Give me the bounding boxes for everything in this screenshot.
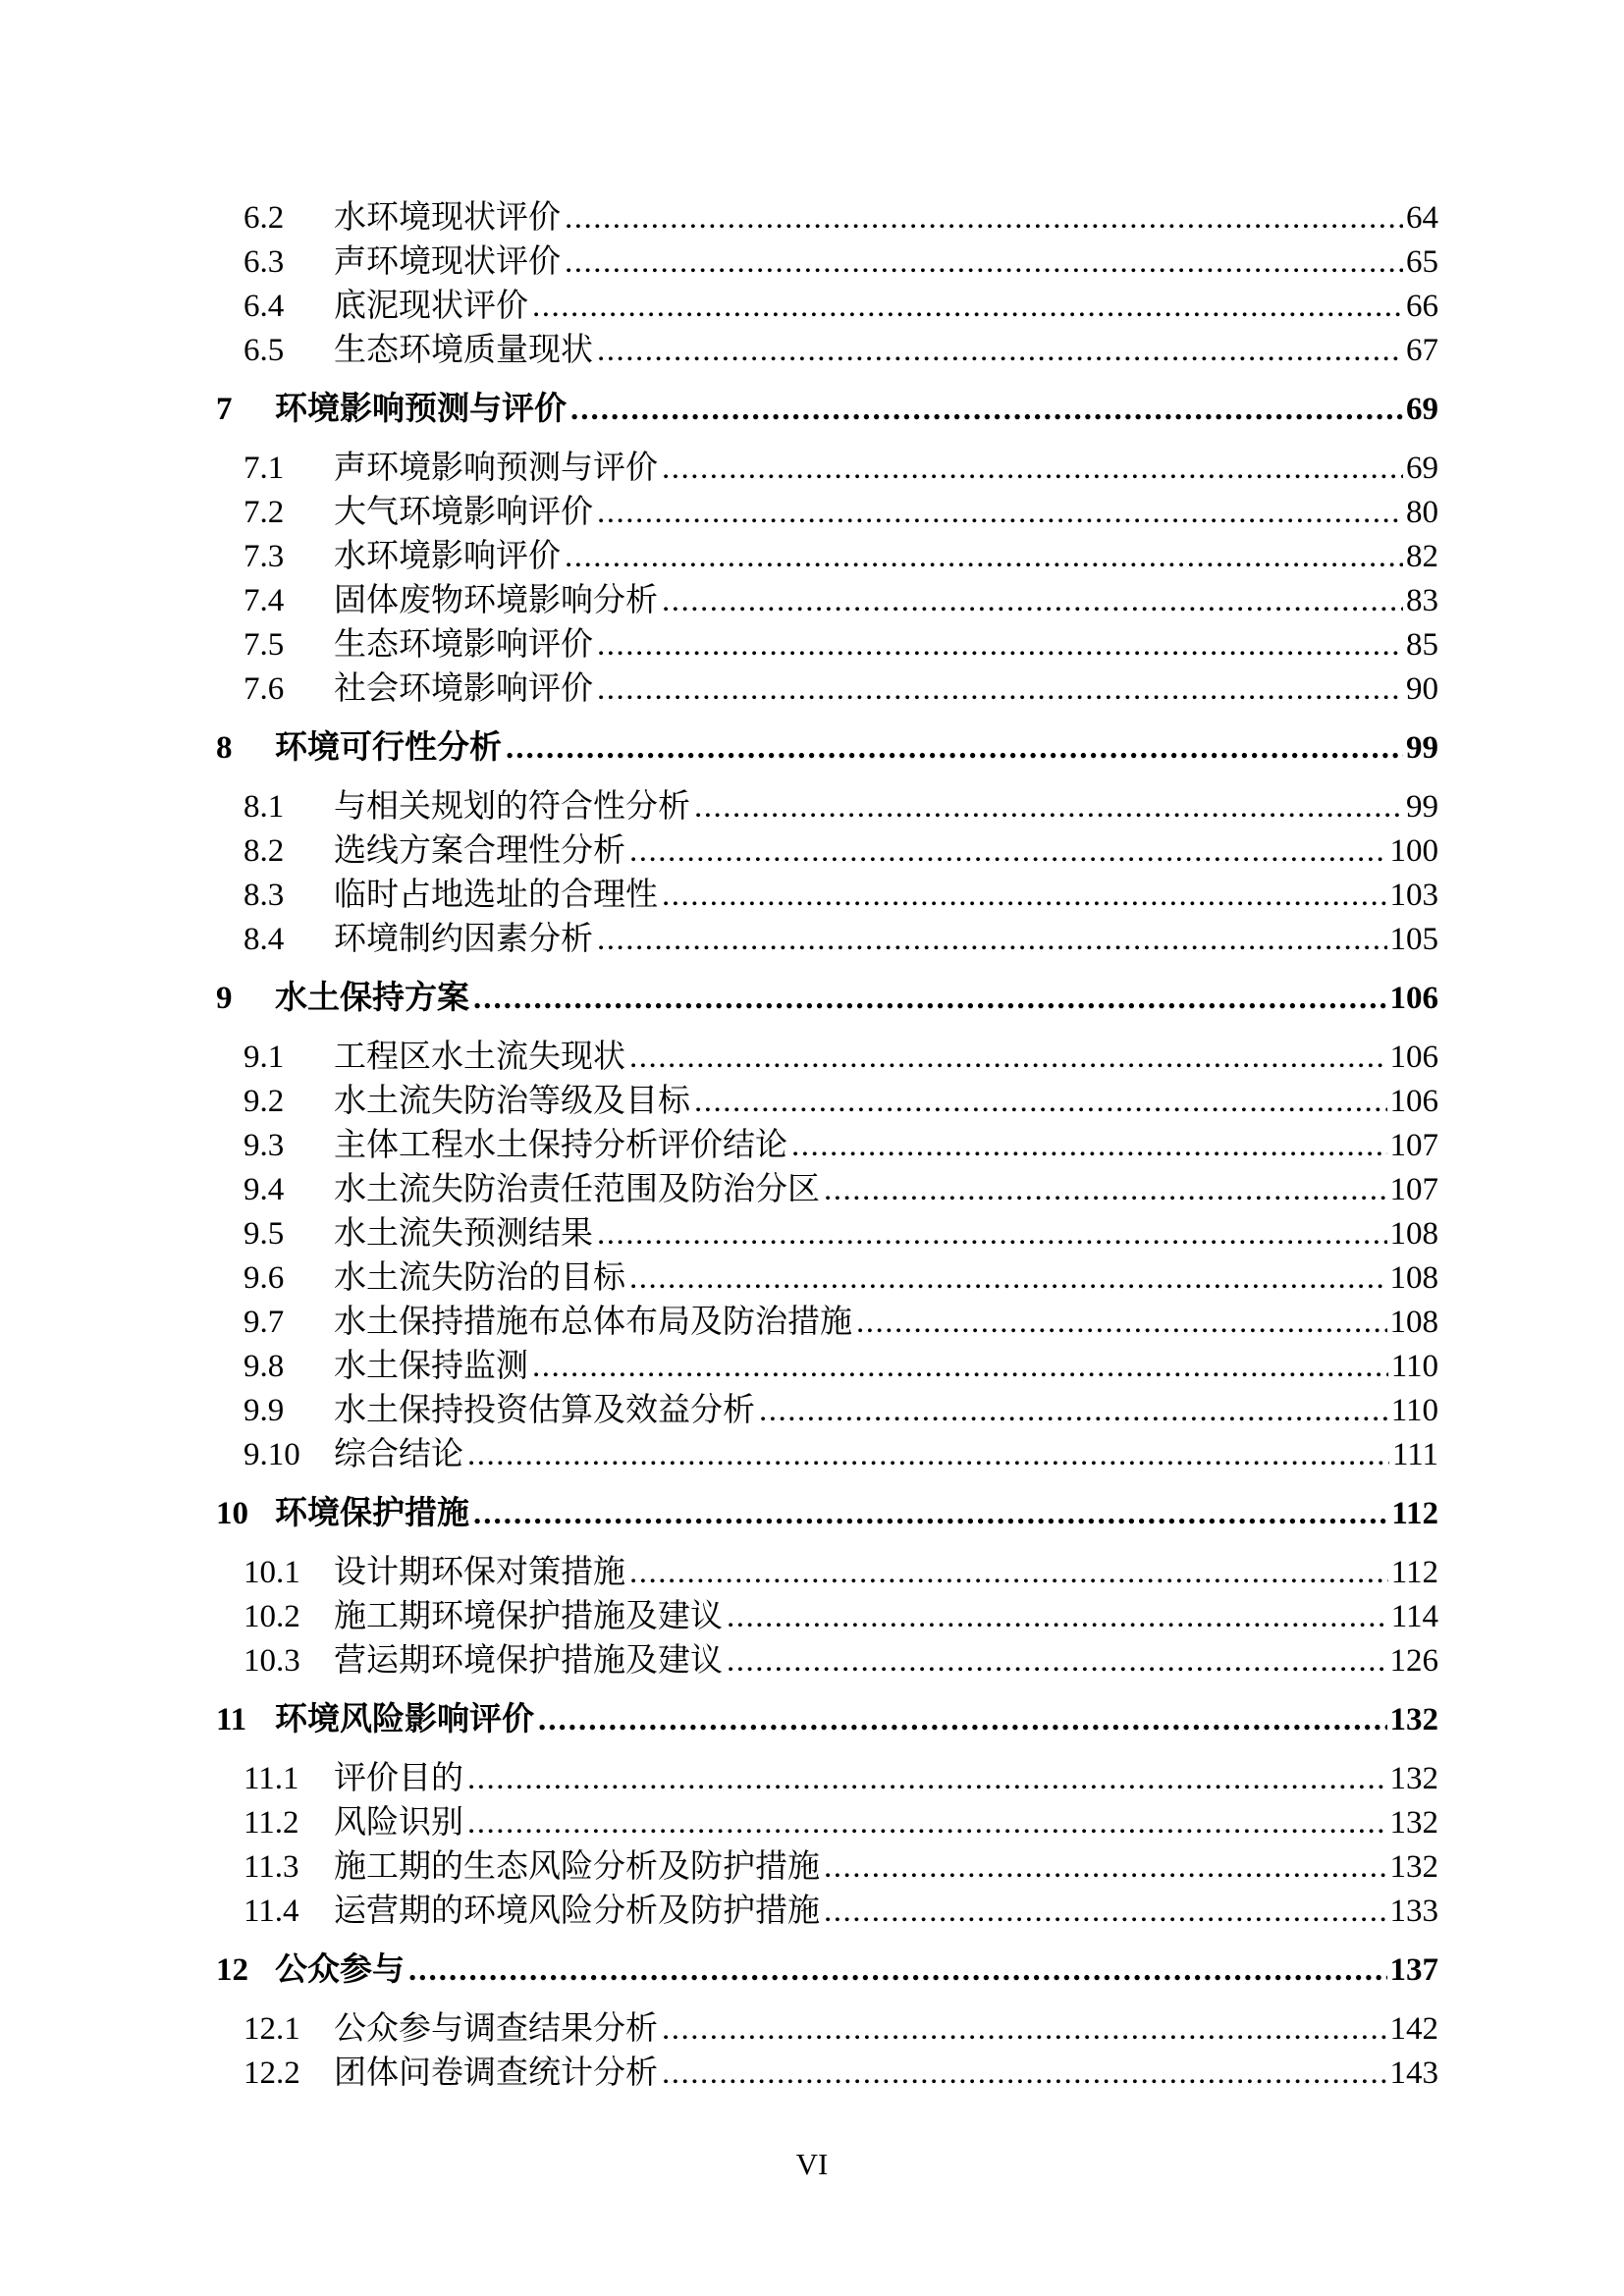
dot-leader — [824, 1890, 1387, 1934]
toc-entry-title: 运营期的环境风险分析及防护措施 — [334, 1894, 820, 1929]
toc-entry-page: 83 — [1406, 583, 1438, 618]
dot-leader — [629, 829, 1387, 874]
dot-leader — [759, 1389, 1388, 1433]
toc-entry-title: 水土流失预测结果 — [334, 1216, 593, 1252]
toc-entry-page: 90 — [1406, 671, 1438, 707]
toc-entry[interactable] — [216, 1124, 1438, 1168]
toc-entry-page: 67 — [1406, 333, 1438, 368]
toc-entry-number: 9.8 — [244, 1349, 285, 1384]
toc-entry-page: 126 — [1389, 1643, 1438, 1679]
dot-leader — [532, 1345, 1388, 1389]
toc-entry-title: 社会环境影响评价 — [334, 671, 593, 707]
toc-entry-page: 108 — [1389, 1305, 1438, 1340]
toc-entry[interactable] — [216, 1433, 1438, 1477]
toc-entry-number: 7 — [216, 392, 233, 427]
toc-entry-title: 声环境现状评价 — [334, 244, 561, 280]
toc-entry-title: 环境风险影响评价 — [275, 1702, 534, 1737]
toc-entry-title: 环境可行性分析 — [275, 730, 502, 766]
dot-leader — [506, 726, 1403, 771]
toc-entry[interactable] — [216, 329, 1438, 373]
toc-entry-number: 11.1 — [244, 1761, 299, 1796]
toc-entry-page: 66 — [1406, 289, 1438, 324]
toc-entry-number: 11.4 — [244, 1894, 299, 1929]
toc-entry-title: 生态环境影响评价 — [334, 627, 593, 663]
toc-entry[interactable] — [216, 1757, 1438, 1801]
page-number: VI — [795, 2147, 829, 2181]
toc-entry-number: 9 — [216, 981, 233, 1016]
toc-entry-number: 11 — [216, 1702, 247, 1737]
dot-leader — [565, 196, 1403, 240]
toc-entry-page: 99 — [1406, 730, 1438, 766]
toc-entry-page: 103 — [1389, 878, 1438, 913]
toc-entry[interactable] — [216, 2007, 1438, 2052]
toc-entry-page: 69 — [1406, 451, 1438, 486]
toc-entry-page: 112 — [1391, 1496, 1438, 1531]
dot-leader — [408, 1949, 1387, 1993]
toc-entry-title: 水土流失防治责任范围及防治分区 — [334, 1172, 820, 1207]
toc-entry-page: 80 — [1406, 495, 1438, 530]
toc-entry-title: 水土保持投资估算及效益分析 — [334, 1393, 755, 1428]
toc-entry-number: 6.4 — [244, 289, 285, 324]
toc-entry-page: 99 — [1406, 789, 1438, 825]
toc-entry-page: 100 — [1389, 833, 1438, 869]
toc-entry-page: 142 — [1389, 2011, 1438, 2047]
toc-entry-title: 公众参与 — [275, 1952, 405, 1988]
toc-entry[interactable] — [216, 535, 1438, 579]
toc-entry-number: 10.3 — [244, 1643, 300, 1679]
toc-entry-title: 公众参与调查结果分析 — [334, 2011, 658, 2047]
toc-entry-number: 6.3 — [244, 244, 285, 280]
dot-leader — [532, 285, 1403, 329]
dot-leader — [597, 667, 1403, 712]
toc-entry-title: 选线方案合理性分析 — [334, 833, 625, 869]
toc-entry-number: 9.9 — [244, 1393, 285, 1428]
toc-entry-number: 9.7 — [244, 1305, 285, 1340]
toc-entry-number: 9.2 — [244, 1084, 285, 1119]
toc-entry-page: 143 — [1389, 2056, 1438, 2091]
toc-entry-title: 环境保护措施 — [275, 1496, 469, 1531]
toc-entry[interactable] — [216, 1890, 1438, 1934]
dot-leader — [791, 1124, 1387, 1168]
toc-entry[interactable] — [216, 1080, 1438, 1124]
toc-entry-page: 105 — [1389, 922, 1438, 957]
dot-leader — [694, 1080, 1387, 1124]
toc-entry[interactable] — [216, 447, 1438, 491]
toc-entry[interactable] — [216, 2052, 1438, 2096]
toc-entry-page: 110 — [1390, 1393, 1438, 1428]
toc-entry-number: 8.1 — [244, 789, 285, 825]
toc-entry-page: 110 — [1390, 1349, 1438, 1384]
toc-entry[interactable] — [216, 240, 1438, 285]
table-of-contents — [216, 196, 1438, 2096]
toc-entry-page: 69 — [1406, 392, 1438, 427]
toc-entry-page: 64 — [1406, 200, 1438, 236]
toc-entry-number: 12.2 — [244, 2056, 300, 2091]
toc-entry-page: 132 — [1389, 1702, 1438, 1737]
toc-entry[interactable] — [216, 1551, 1438, 1595]
toc-entry-number: 7.6 — [244, 671, 285, 707]
toc-entry-number: 10 — [216, 1496, 248, 1531]
dot-leader — [467, 1757, 1387, 1801]
toc-entry-page: 132 — [1389, 1805, 1438, 1841]
toc-entry[interactable] — [216, 1256, 1438, 1301]
toc-entry-number: 11.3 — [244, 1849, 299, 1885]
toc-entry-page: 137 — [1389, 1952, 1438, 1988]
dot-leader — [473, 977, 1387, 1021]
toc-entry-title: 临时占地选址的合理性 — [334, 878, 658, 913]
toc-entry-page: 106 — [1389, 1040, 1438, 1075]
toc-entry[interactable] — [216, 388, 1438, 432]
dot-leader — [570, 388, 1403, 432]
toc-entry-title: 团体问卷调查统计分析 — [334, 2056, 658, 2091]
toc-entry-title: 水土保持方案 — [275, 981, 469, 1016]
dot-leader — [662, 2052, 1387, 2096]
toc-entry-title: 施工期环境保护措施及建议 — [334, 1599, 723, 1634]
toc-entry-page: 107 — [1389, 1172, 1438, 1207]
toc-entry-title: 主体工程水土保持分析评价结论 — [334, 1128, 787, 1163]
toc-entry-title: 固体废物环境影响分析 — [334, 583, 658, 618]
toc-entry-page: 132 — [1389, 1849, 1438, 1885]
toc-entry-number: 10.1 — [244, 1555, 300, 1590]
toc-entry[interactable] — [216, 1492, 1438, 1536]
toc-entry[interactable] — [216, 667, 1438, 712]
toc-entry-number: 7.5 — [244, 627, 285, 663]
toc-entry-number: 8 — [216, 730, 233, 766]
dot-leader — [727, 1639, 1387, 1683]
toc-entry-page: 106 — [1389, 981, 1438, 1016]
dot-leader — [629, 1256, 1387, 1301]
dot-leader — [727, 1595, 1388, 1639]
dot-leader — [597, 329, 1403, 373]
toc-entry-number: 6.2 — [244, 200, 285, 236]
toc-entry-number: 7.3 — [244, 539, 285, 574]
dot-leader — [662, 2007, 1387, 2052]
toc-entry[interactable] — [216, 785, 1438, 829]
toc-entry[interactable] — [216, 977, 1438, 1021]
toc-entry[interactable] — [216, 1168, 1438, 1212]
toc-entry[interactable] — [216, 1036, 1438, 1080]
toc-entry-number: 8.4 — [244, 922, 285, 957]
toc-entry-page: 108 — [1389, 1216, 1438, 1252]
dot-leader — [597, 918, 1387, 962]
dot-leader — [467, 1433, 1389, 1477]
toc-entry[interactable] — [216, 1801, 1438, 1845]
dot-leader — [538, 1698, 1387, 1742]
toc-entry-title: 与相关规划的符合性分析 — [334, 789, 690, 825]
dot-leader — [824, 1168, 1387, 1212]
toc-entry[interactable] — [216, 579, 1438, 623]
toc-entry[interactable] — [216, 491, 1438, 535]
toc-entry[interactable] — [216, 1698, 1438, 1742]
toc-entry-page: 133 — [1389, 1894, 1438, 1929]
toc-entry[interactable] — [216, 1345, 1438, 1389]
toc-entry[interactable] — [216, 1389, 1438, 1433]
dot-leader — [856, 1301, 1387, 1345]
dot-leader — [565, 240, 1403, 285]
dot-leader — [662, 579, 1403, 623]
toc-entry[interactable] — [216, 1301, 1438, 1345]
page-footer — [0, 2145, 1624, 2184]
toc-entry-page: 107 — [1389, 1128, 1438, 1163]
toc-entry-title: 风险识别 — [334, 1805, 463, 1841]
toc-entry-number: 7.1 — [244, 451, 285, 486]
dot-leader — [597, 491, 1403, 535]
toc-entry-number: 9.10 — [244, 1437, 300, 1472]
toc-entry-page: 85 — [1406, 627, 1438, 663]
toc-entry-title: 水土流失防治的目标 — [334, 1260, 625, 1296]
toc-entry-title: 环境制约因素分析 — [334, 922, 593, 957]
toc-entry[interactable] — [216, 285, 1438, 329]
toc-entry-number: 9.1 — [244, 1040, 285, 1075]
dot-leader — [629, 1551, 1388, 1595]
toc-entry-page: 112 — [1390, 1555, 1438, 1590]
toc-entry-number: 12.1 — [244, 2011, 300, 2047]
toc-entry[interactable] — [216, 874, 1438, 918]
toc-entry-title: 水土流失防治等级及目标 — [334, 1084, 690, 1119]
toc-entry-title: 水土保持监测 — [334, 1349, 528, 1384]
toc-entry-page: 114 — [1390, 1599, 1438, 1634]
toc-entry-number: 9.4 — [244, 1172, 285, 1207]
toc-entry-number: 7.2 — [244, 495, 285, 530]
toc-entry[interactable] — [216, 726, 1438, 771]
toc-entry[interactable] — [216, 196, 1438, 240]
toc-entry[interactable] — [216, 1595, 1438, 1639]
toc-entry-number: 9.6 — [244, 1260, 285, 1296]
dot-leader — [629, 1036, 1387, 1080]
dot-leader — [694, 785, 1403, 829]
toc-entry-title: 生态环境质量现状 — [334, 333, 593, 368]
toc-entry[interactable] — [216, 1949, 1438, 1993]
toc-entry[interactable] — [216, 1212, 1438, 1256]
toc-entry-number: 8.2 — [244, 833, 285, 869]
toc-entry-number: 10.2 — [244, 1599, 300, 1634]
toc-entry-page: 82 — [1406, 539, 1438, 574]
toc-entry[interactable] — [216, 918, 1438, 962]
dot-leader — [824, 1845, 1387, 1890]
toc-entry[interactable] — [216, 1639, 1438, 1683]
toc-entry-title: 营运期环境保护措施及建议 — [334, 1643, 723, 1679]
dot-leader — [662, 447, 1403, 491]
dot-leader — [597, 623, 1403, 667]
toc-entry-page: 65 — [1406, 244, 1438, 280]
toc-entry-title: 底泥现状评价 — [334, 289, 528, 324]
toc-entry-title: 评价目的 — [334, 1761, 463, 1796]
toc-entry-number: 9.5 — [244, 1216, 285, 1252]
toc-entry-title: 水环境现状评价 — [334, 200, 561, 236]
toc-entry[interactable] — [216, 623, 1438, 667]
toc-entry[interactable] — [216, 1845, 1438, 1890]
toc-entry-page: 132 — [1389, 1761, 1438, 1796]
dot-leader — [662, 874, 1387, 918]
toc-entry[interactable] — [216, 829, 1438, 874]
dot-leader — [597, 1212, 1387, 1256]
toc-entry-title: 大气环境影响评价 — [334, 495, 593, 530]
toc-entry-page: 106 — [1389, 1084, 1438, 1119]
toc-entry-title: 水环境影响评价 — [334, 539, 561, 574]
toc-entry-title: 环境影响预测与评价 — [275, 392, 567, 427]
toc-entry-number: 11.2 — [244, 1805, 299, 1841]
dot-leader — [473, 1492, 1388, 1536]
toc-entry-page: 111 — [1391, 1437, 1438, 1472]
toc-entry-title: 设计期环保对策措施 — [334, 1555, 625, 1590]
toc-entry-number: 12 — [216, 1952, 248, 1988]
toc-entry-page: 108 — [1389, 1260, 1438, 1296]
dot-leader — [467, 1801, 1387, 1845]
dot-leader — [565, 535, 1403, 579]
toc-entry-title: 施工期的生态风险分析及防护措施 — [334, 1849, 820, 1885]
toc-entry-title: 工程区水土流失现状 — [334, 1040, 625, 1075]
toc-entry-title: 综合结论 — [334, 1437, 463, 1472]
toc-entry-number: 7.4 — [244, 583, 285, 618]
toc-entry-title: 声环境影响预测与评价 — [334, 451, 658, 486]
toc-entry-number: 9.3 — [244, 1128, 285, 1163]
toc-entry-number: 8.3 — [244, 878, 285, 913]
toc-entry-title: 水土保持措施布总体布局及防治措施 — [334, 1305, 852, 1340]
toc-entry-number: 6.5 — [244, 333, 285, 368]
